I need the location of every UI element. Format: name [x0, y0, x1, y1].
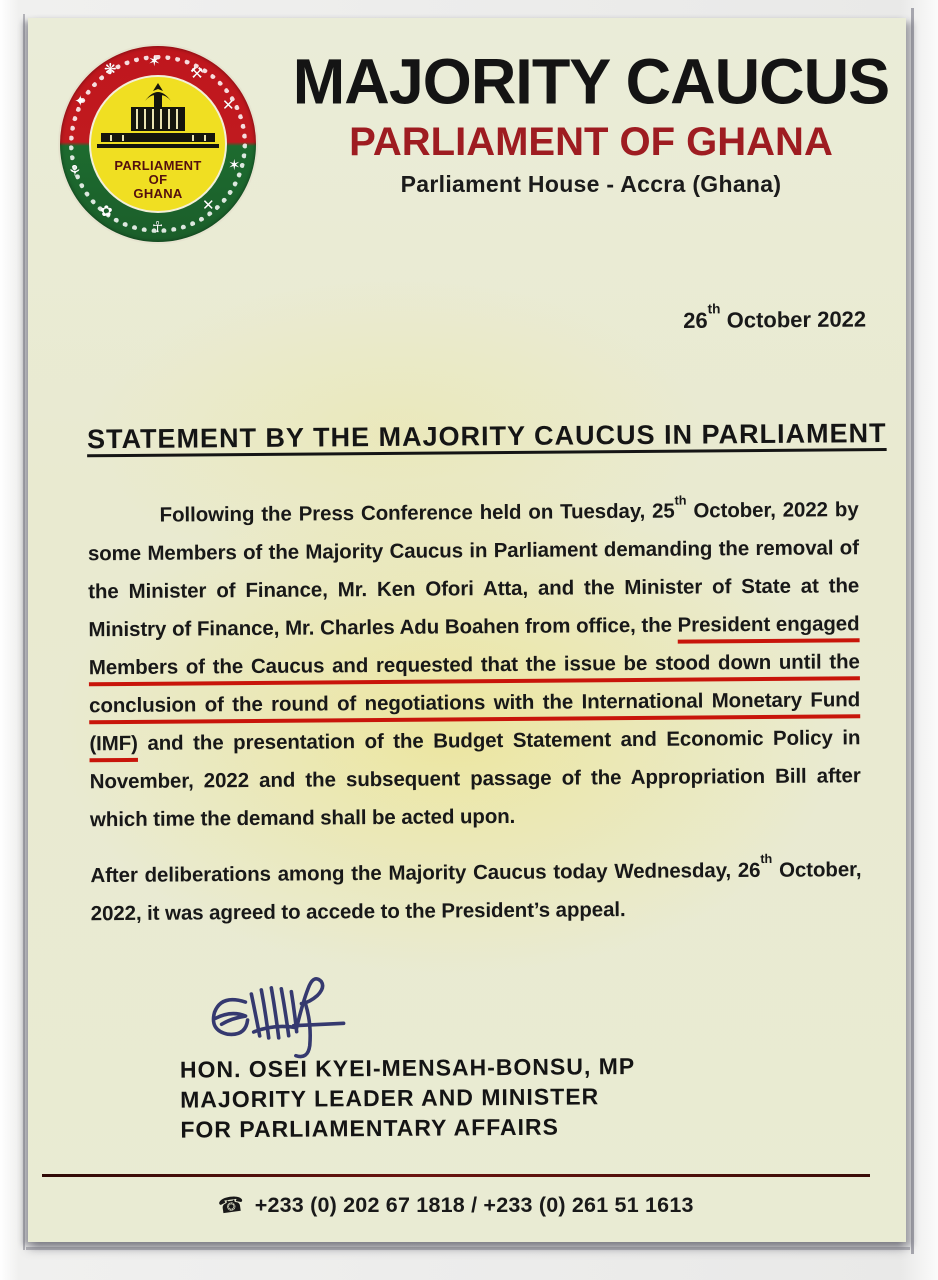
org-subtitle: PARLIAMENT OF GHANA — [349, 120, 833, 164]
org-address: Parliament House - Accra (Ghana) — [400, 171, 782, 197]
adinkra-symbol-icon: ✕ — [202, 196, 215, 214]
footer-rule — [42, 1174, 870, 1177]
seal-text: PARLIAMENT OF GHANA — [114, 158, 202, 202]
red-marker-underlined-text: President engaged Members of the Caucus and requested that the issue be stood down until the conclusion of the round of negotiations with the International Monetary Fund (IMF) — [88, 612, 861, 756]
adinkra-symbol-icon: ☥ — [152, 218, 164, 236]
statement-heading: STATEMENT BY THE MAJORITY CAUCUS IN PARLIAMENT — [86, 418, 887, 455]
signatory-title-line1: MAJORITY LEADER AND MINISTER — [180, 1083, 600, 1113]
adinkra-symbol-icon: ⚒ — [190, 64, 204, 82]
scan-edge-bottom — [26, 1247, 910, 1250]
signatory-name: HON. OSEI KYEI-MENSAH-BONSU, MP — [179, 1052, 636, 1083]
signatory-title-line2: FOR PARLIAMENTARY AFFAIRS — [180, 1113, 560, 1143]
paragraph-2: After deliberations among the Majority Caucus today Wednesday, 26th October, 2022, it was agreed to accede to the President’s appeal. — [90, 851, 862, 926]
adinkra-symbol-icon: ⚘ — [68, 162, 82, 180]
adinkra-symbol-icon: ✦ — [74, 92, 87, 110]
adinkra-symbol-icon: ✶ — [228, 156, 241, 174]
signature-block — [179, 967, 863, 1144]
adinkra-symbol-icon: ✶ — [148, 52, 161, 70]
adinkra-symbol-icon: ❋ — [104, 60, 117, 78]
document-date: 26th October 2022 — [683, 301, 867, 333]
scan-edge-left — [23, 14, 25, 1250]
paragraph-1: Following the Press Conference held on Tuesday, 25th October, 2022 by some Members of the Majority Caucus in Parliament demanding the removal of the Minister of Finance, Mr. Ken Ofori Atta, and the Minister of State at the Ministry of Finance, Mr. Charles Adu Boahen from office, the President engaged Members of the Caucus and requested that the issue be stood down until the conclusion of the round of negotiations with the International Monetary Fund (IMF) and the presentation of the Budget Statement and Economic Policy in November, 2022 and the subsequent passage of the Appropriation Bill after which time the demand shall be acted upon. — [87, 492, 861, 832]
phone-icon: ☎ — [216, 1191, 247, 1219]
parliament-house-eagle-icon — [95, 81, 221, 159]
adinkra-symbol-icon: ✿ — [100, 202, 113, 220]
document-footer — [42, 1174, 870, 1226]
statement-body — [87, 486, 863, 1146]
contact-phones: ☎ +233 (0) 202 67 1818 / +233 (0) 261 51 1613 — [216, 1191, 694, 1219]
parliament-of-ghana-seal — [60, 46, 256, 242]
letterhead — [28, 18, 906, 260]
adinkra-symbol-icon: ✕ — [222, 96, 235, 114]
org-title: MAJORITY CAUCUS — [292, 46, 890, 118]
seal-center — [89, 75, 227, 213]
document-page — [28, 18, 906, 1242]
